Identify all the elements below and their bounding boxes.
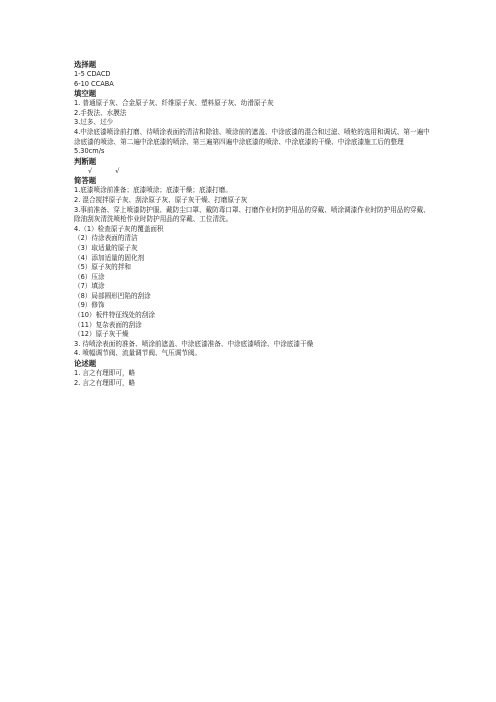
short-line: （11）复杂表面的刮涂: [74, 320, 142, 329]
short-line: （7）填涂: [74, 282, 105, 291]
short-line: （4）添加适量的固化剂: [74, 253, 145, 262]
essay-line: 2. 言之有理即可，略: [74, 378, 136, 387]
fill-paragraph: 4.中涂底漆喷涂前打磨、待喷涂表面的清洁和除油、喷涂前的遮盖、中涂底漆的混合和过滤、喷枪的选用和调试、第一遍中涂底漆的喷涂、第二遍中涂底漆的喷涂、第三遍第四遍中涂底漆的喷涂、中涂底漆的干燥、中涂底漆施工后的整理: [74, 127, 430, 146]
short-line: （9）修饰: [74, 301, 105, 310]
short-line: 4. 喷幅调节阀、流量调节阀、气压调节阀。: [74, 349, 202, 358]
short-line: 2. 混合搅拌原子灰、刮涂原子灰、原子灰干燥、打磨原子灰: [74, 195, 248, 204]
fill-line: 1. 普通原子灰、合金原子灰、纤维原子灰、塑料原子灰、幼滑原子灰: [74, 99, 274, 108]
short-line: 1.底漆喷涂前准备；底漆喷涂；底漆干燥；底漆打磨。: [74, 186, 232, 195]
essay-line: 1. 言之有理即可，略: [74, 369, 136, 378]
short-paragraph: 3.事前准备、穿上喷漆防护服、戴防尘口罩、戴防毒口罩、打磨作业时防护用品的穿戴、喷涂调漆作业时防护用品的穿戴、除油刮灰清洗喷枪作业时防护用品的穿戴、工位清洗。: [74, 205, 430, 224]
short-line: （2）待涂表面的清洁: [74, 234, 138, 243]
short-line: （6）压涂: [74, 272, 105, 281]
judge-heading: 判断题: [74, 156, 97, 166]
judge-marks: √ √: [88, 166, 120, 175]
short-line: （12）原子灰干燥: [74, 330, 129, 339]
choice-heading: 选择题: [74, 60, 97, 69]
fill-line: 5.30cm/s: [74, 147, 105, 156]
choice-line: 6-10 CCABA: [74, 79, 114, 88]
answer-document: [74, 60, 434, 388]
fill-line: 3.过多、过少: [74, 118, 114, 127]
fill-heading: 填空题: [74, 89, 97, 99]
essay-heading: 论述题: [74, 359, 97, 369]
short-line: 3. 待喷涂表面的准备、喷涂前遮盖、中涂底漆准备、中涂底漆喷涂、中涂底漆干燥: [74, 339, 314, 348]
short-line: （8）局部圆形凹陷的刮涂: [74, 291, 151, 300]
short-line: 4.（1）检查原子灰的覆盖面积: [74, 224, 164, 233]
short-heading: 简答题: [74, 176, 97, 186]
choice-line: 1-5 CDACD: [74, 70, 111, 78]
short-line: （10）板件特征线处的刮涂: [74, 311, 155, 320]
short-line: （3）取适量的原子灰: [74, 243, 138, 252]
fill-line: 2.手拨法、水膜法: [74, 108, 127, 117]
short-line: （5）原子灰的拌和: [74, 263, 131, 272]
